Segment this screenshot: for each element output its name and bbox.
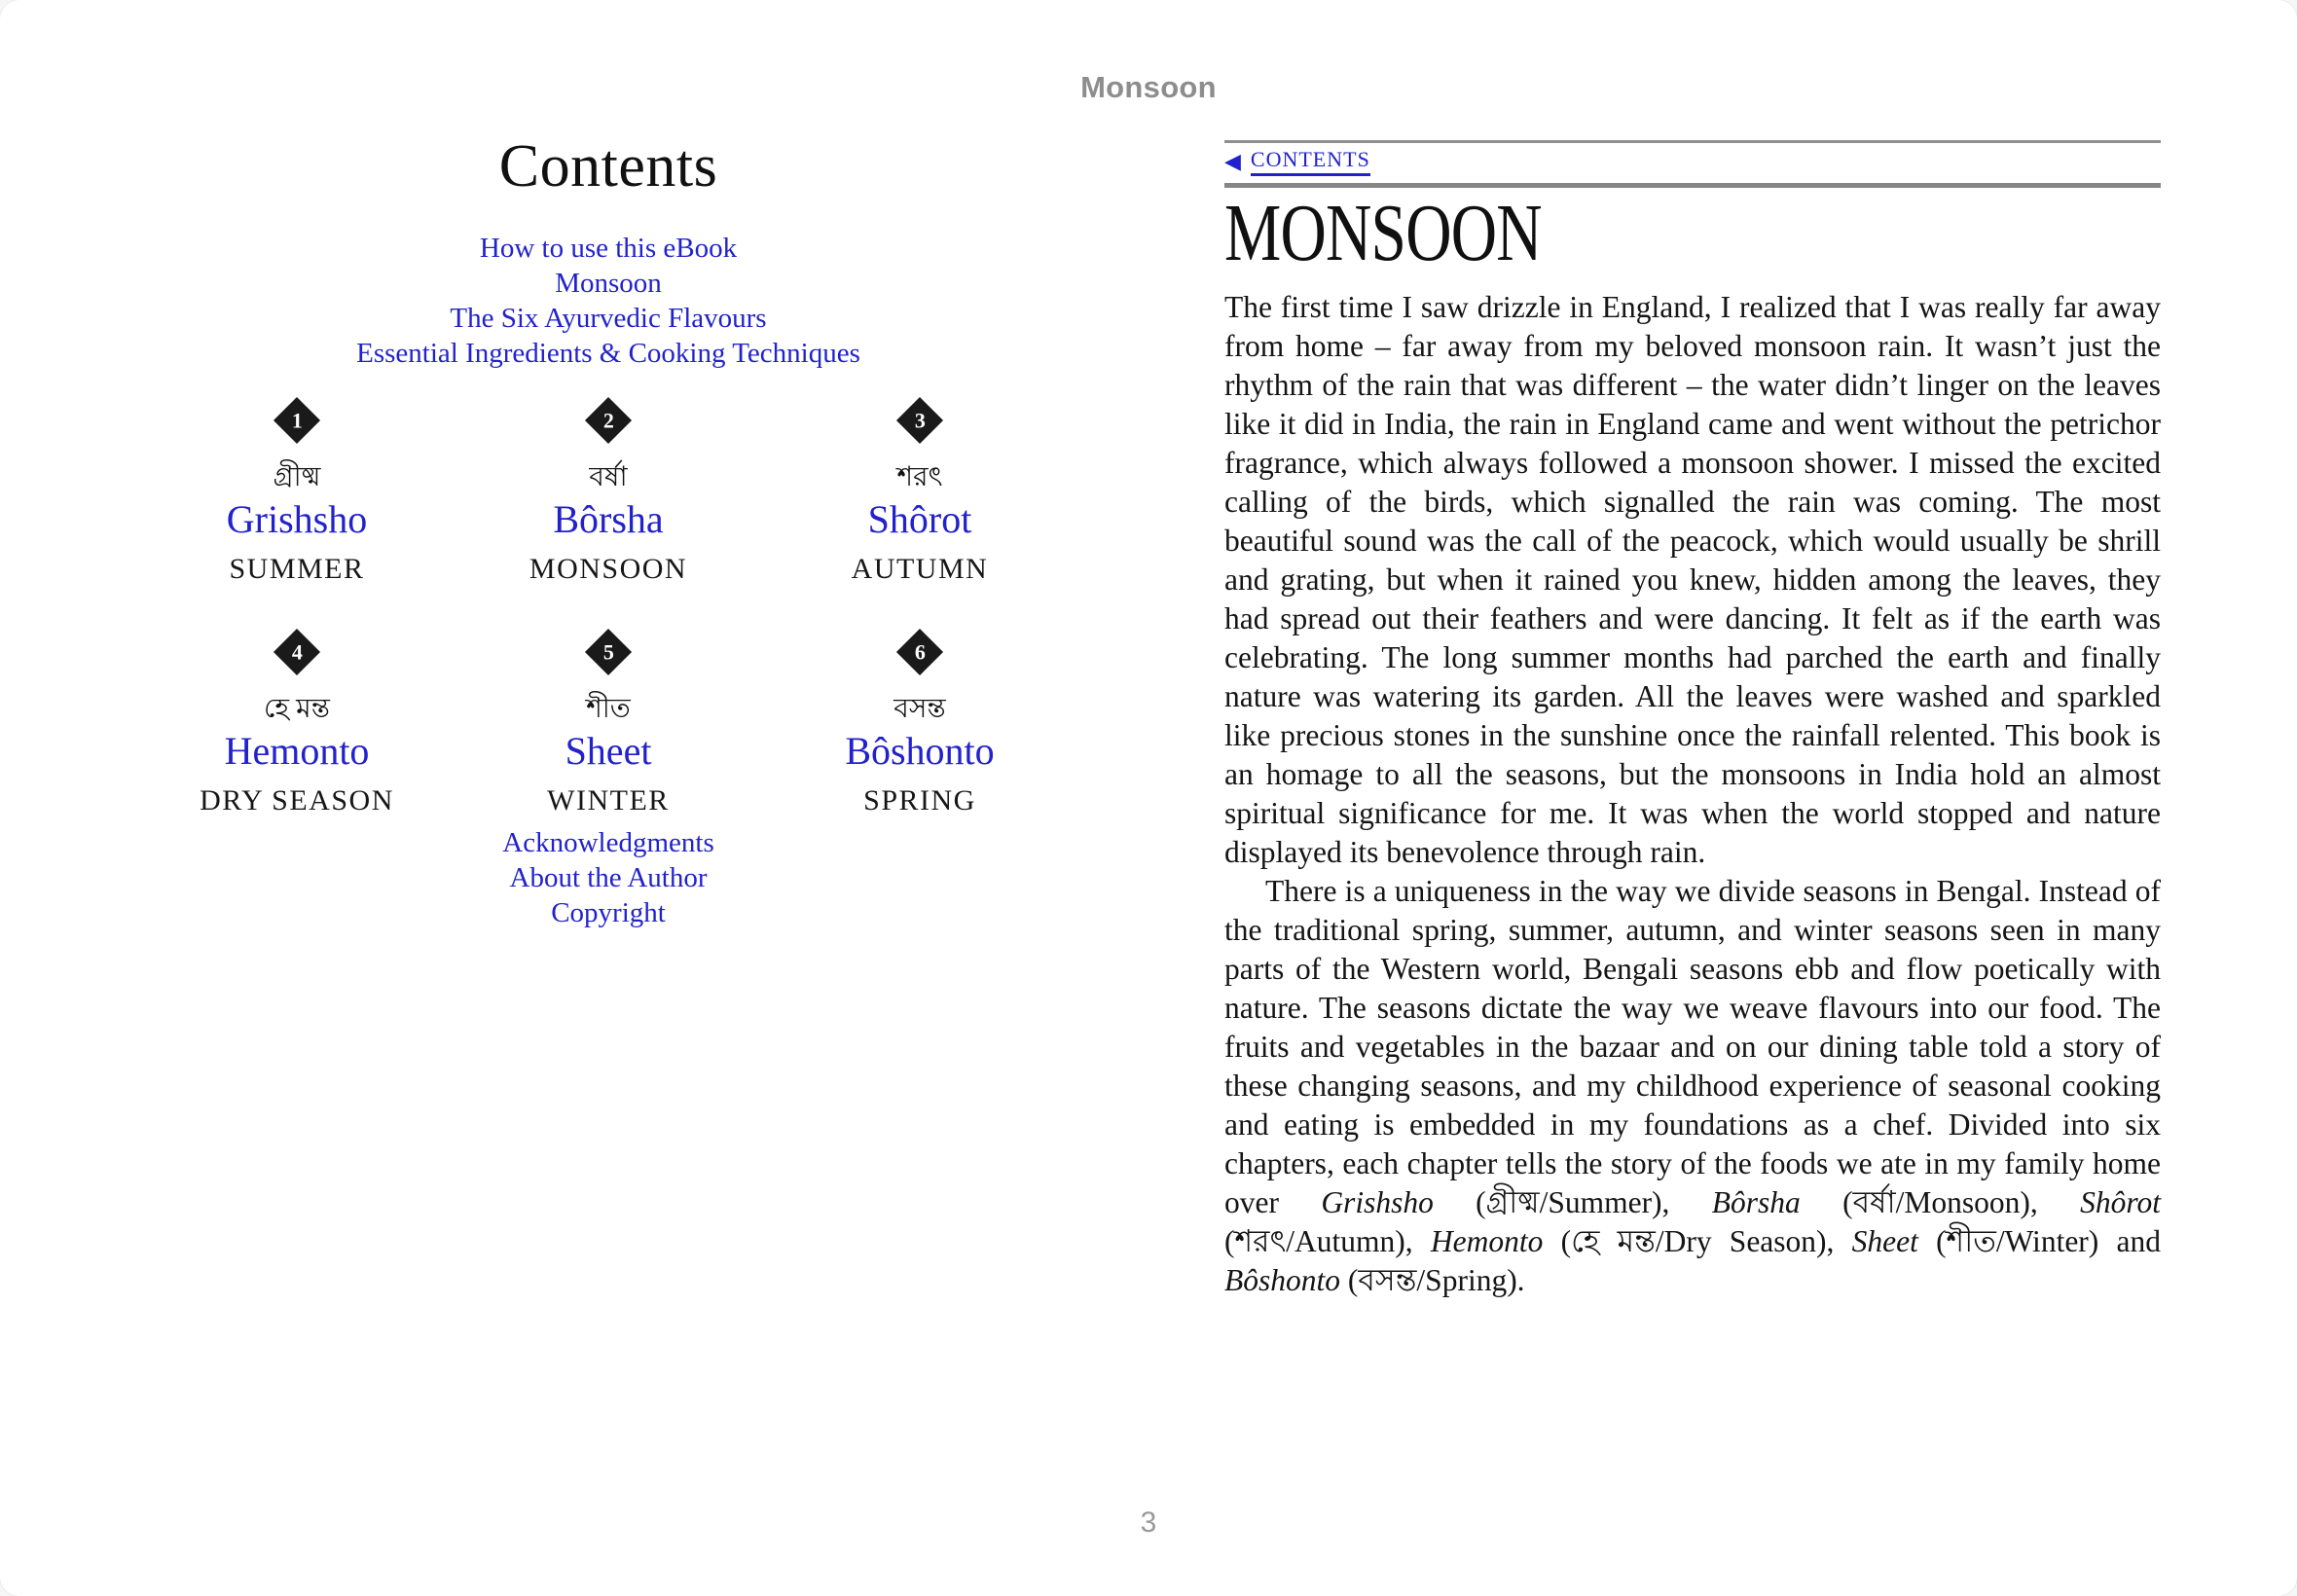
season-grid (141, 397, 1076, 860)
chapter-name-label: Bôshonto (845, 729, 995, 773)
reader-book-title: Monsoon (1080, 70, 1217, 104)
chapter-name-label: Bôrsha (553, 497, 664, 541)
contents-page (141, 0, 1076, 1596)
chapter-bengali-label: শীত (586, 694, 631, 724)
contents-title: Contents (498, 133, 718, 200)
toc-bottom-link-2[interactable]: Copyright (551, 897, 666, 928)
toc-top-link-0[interactable]: How to use this eBook (479, 233, 738, 264)
chapter-number-diamond-icon (585, 397, 632, 444)
chapter-bengali-label: বর্ষা (589, 462, 628, 492)
chapter-name-label: Grishsho (226, 497, 368, 541)
toc-chapter-link[interactable] (453, 397, 764, 629)
chapter-name-label: Shôrot (867, 497, 972, 541)
chapter-bengali-label: শরৎ (896, 462, 943, 492)
chapter-number: 2 (602, 408, 614, 432)
back-to-contents-link[interactable] (1224, 149, 1370, 176)
chapter-number-diamond-icon (585, 629, 632, 675)
chapter-bengali-label: হে মন্ত (264, 694, 330, 724)
back-arrow-icon: ◀ (1224, 150, 1241, 174)
chapter-season-label: AUTUMN (851, 553, 989, 585)
chapter-number-diamond-icon (273, 629, 320, 675)
toc-bottom-link-0[interactable]: Acknowledgments (502, 827, 714, 858)
chapter-title: MONSOON (1224, 188, 1542, 278)
chapter-name-label: Hemonto (224, 729, 370, 773)
chapter-number-diamond-icon (896, 629, 943, 675)
toc-top-links (141, 231, 1076, 371)
chapter-page (1224, 0, 2161, 1596)
chapter-season-label: DRY SEASON (200, 784, 394, 816)
page-number: 3 (1140, 1506, 1157, 1539)
chapter-number: 1 (291, 408, 303, 432)
chapter-season-label: WINTER (547, 784, 670, 816)
chapter-number-diamond-icon (273, 397, 320, 444)
toc-top-link-1[interactable]: Monsoon (555, 268, 662, 299)
toc-chapter-link[interactable] (764, 397, 1076, 629)
toc-bottom-link-1[interactable]: About the Author (509, 862, 708, 893)
toc-chapter-link[interactable] (141, 397, 453, 629)
chapter-body (1224, 288, 2161, 1300)
body-paragraph: There is a uniqueness in the way we divide seasons in Bengal. Instead of the traditional spring, summer, autumn, and winter seasons seen in many parts of the Western world, Bengali seasons ebb and flow poetically with nature. The seasons dictate the way we weave flavours into our food. The fruits and vegetables in the bazaar and on our dining table told a story of these changing seasons, and my childhood experience of seasonal cooking and eating is embedded in my foundations as a chef. Divided into six chapters, each chapter tells the story of the foods we ate in my family home over Grishsho (গ্রীষ্ম/Summer), Bôrsha (বর্ষা/Monsoon), Shôrot (শরৎ/Autumn), Hemonto (হে মন্ত/Dry Season), Sheet (শীত/Winter) and Bôshonto (বসন্ত/Spring). (1224, 874, 2161, 1297)
chapter-number: 6 (914, 639, 926, 664)
chapter-season-label: SPRING (863, 784, 976, 816)
chapter-number-diamond-icon (896, 397, 943, 444)
chapter-bengali-label: গ্রীষ্ম (273, 462, 321, 492)
toc-top-link-2[interactable]: The Six Ayurvedic Flavours (450, 303, 767, 334)
chapter-number: 5 (602, 639, 614, 664)
chapter-number: 4 (291, 639, 303, 664)
chapter-number: 3 (914, 408, 926, 432)
chapter-season-label: SUMMER (229, 553, 365, 585)
top-rule (1224, 140, 2161, 143)
toc-bottom-links (141, 825, 1076, 930)
toc-top-link-3[interactable]: Essential Ingredients & Cooking Techniques (356, 338, 860, 369)
chapter-season-label: MONSOON (529, 553, 688, 585)
chapter-name-label: Sheet (565, 729, 652, 773)
chapter-bengali-label: বসন্ত (893, 694, 946, 724)
body-paragraph: The first time I saw drizzle in England, I realized that I was really far away from home – far away from my beloved monsoon rain. It wasn’t just the rhythm of the rain that was different – the water didn’t linger on the leaves like it did in India, the rain in England came and went without the petrichor fragrance, which always followed a monsoon shower. I missed the excited calling of the birds, which signalled the rain was coming. The most beautiful sound was the call of the peacock, which would usually be shrill and grating, but when it rained you knew, hidden among the leaves, they had spread out their feathers and were dancing. It felt as if the earth was celebrating. The long summer months had parched the earth and finally nature was watering its garden. All the leaves were washed and sparkled like precious stones in the sunshine once the rainfall relented. This book is an homage to all the seasons, but the monsoons in India hold an almost spiritual significance for me. It was when the world stopped and nature displayed its benevolence through rain. (1224, 290, 2161, 869)
back-link-label: CONTENTS (1251, 149, 1370, 176)
